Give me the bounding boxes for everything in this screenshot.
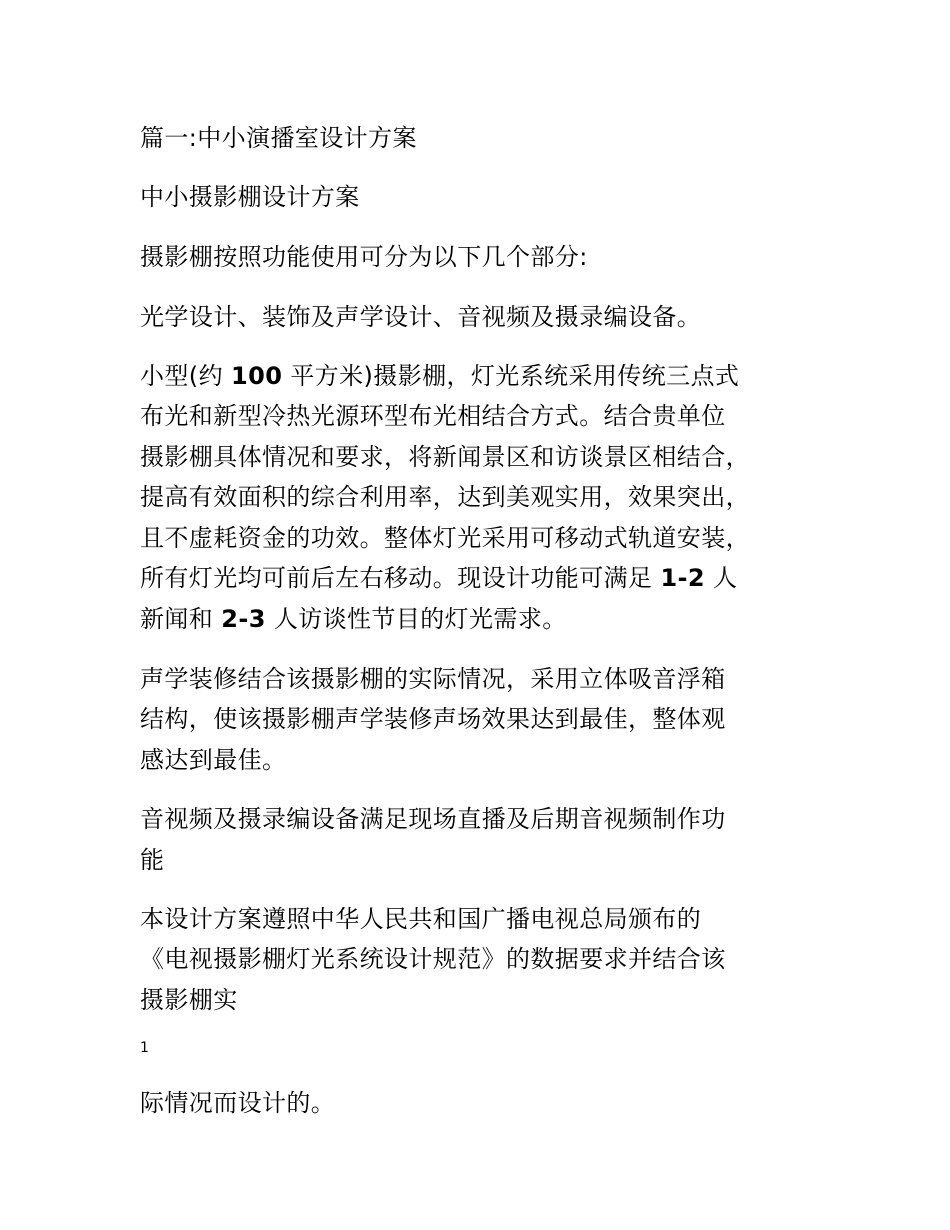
lighting-line-2: 布光和新型冷热光源环型布光相结合方式。结合贵单位 xyxy=(140,402,726,430)
interview-people-number: 2-3 xyxy=(221,605,266,633)
acoustic-line-2: 结构，使该摄影棚声学装修声场效果达到最佳，整体观 xyxy=(140,705,726,733)
standard-line-1: 本设计方案遵照中华人民共和国广播电视总局颁布的 xyxy=(140,905,702,933)
area-number: 100 xyxy=(231,362,283,390)
standard-line-2: 《电视摄影棚灯光系统设计规范》的数据要求并结合该 xyxy=(140,945,726,973)
continuation-paragraph: 际情况而设计的。 xyxy=(140,1089,336,1117)
standard-line-3: 摄影棚实 xyxy=(140,986,238,1014)
document-subheading: 中小摄影棚设计方案 xyxy=(140,183,360,211)
lighting-line-5: 且不虚耗资金的功效。整体灯光采用可移动式轨道安装， xyxy=(140,524,750,552)
lighting-line-7-b: 人访谈性节目的灯光需求。 xyxy=(265,605,567,633)
lighting-line-7-a: 新闻和 xyxy=(140,605,222,633)
lighting-line-6-b: 人 xyxy=(705,564,738,592)
acoustic-line-3: 感达到最佳。 xyxy=(140,746,287,774)
av-line-2: 能 xyxy=(140,846,165,874)
parts-paragraph: 光学设计、装饰及声学设计、音视频及摄录编设备。 xyxy=(140,303,702,331)
lighting-line-4: 提高有效面积的综合利用率，达到美观实用，效果突出， xyxy=(140,483,750,511)
lighting-line-1-a: 小型(约 xyxy=(140,362,231,390)
lighting-line-6-a: 所有灯光均可前后左右移动。现设计功能可满足 xyxy=(140,564,661,592)
lighting-line-1 xyxy=(140,356,820,397)
av-line-1: 音视频及摄录编设备满足现场直播及后期音视频制作功 xyxy=(140,805,726,833)
lighting-line-6 xyxy=(140,558,820,599)
acoustic-line-1: 声学装修结合该摄影棚的实际情况，采用立体吸音浮箱 xyxy=(140,665,726,693)
lighting-line-7 xyxy=(140,599,820,640)
intro-paragraph: 摄影棚按照功能使用可分为以下几个部分: xyxy=(140,243,588,271)
lighting-line-3: 摄影棚具体情况和要求，将新闻景区和访谈景区相结合， xyxy=(140,443,750,471)
page-number: 1 xyxy=(140,1040,149,1056)
lighting-line-1-b: 平方米)摄影棚，灯光系统采用传统三点式 xyxy=(282,362,740,390)
document-heading: 篇一:中小演播室设计方案 xyxy=(140,124,417,152)
news-people-number: 1-2 xyxy=(660,564,705,592)
